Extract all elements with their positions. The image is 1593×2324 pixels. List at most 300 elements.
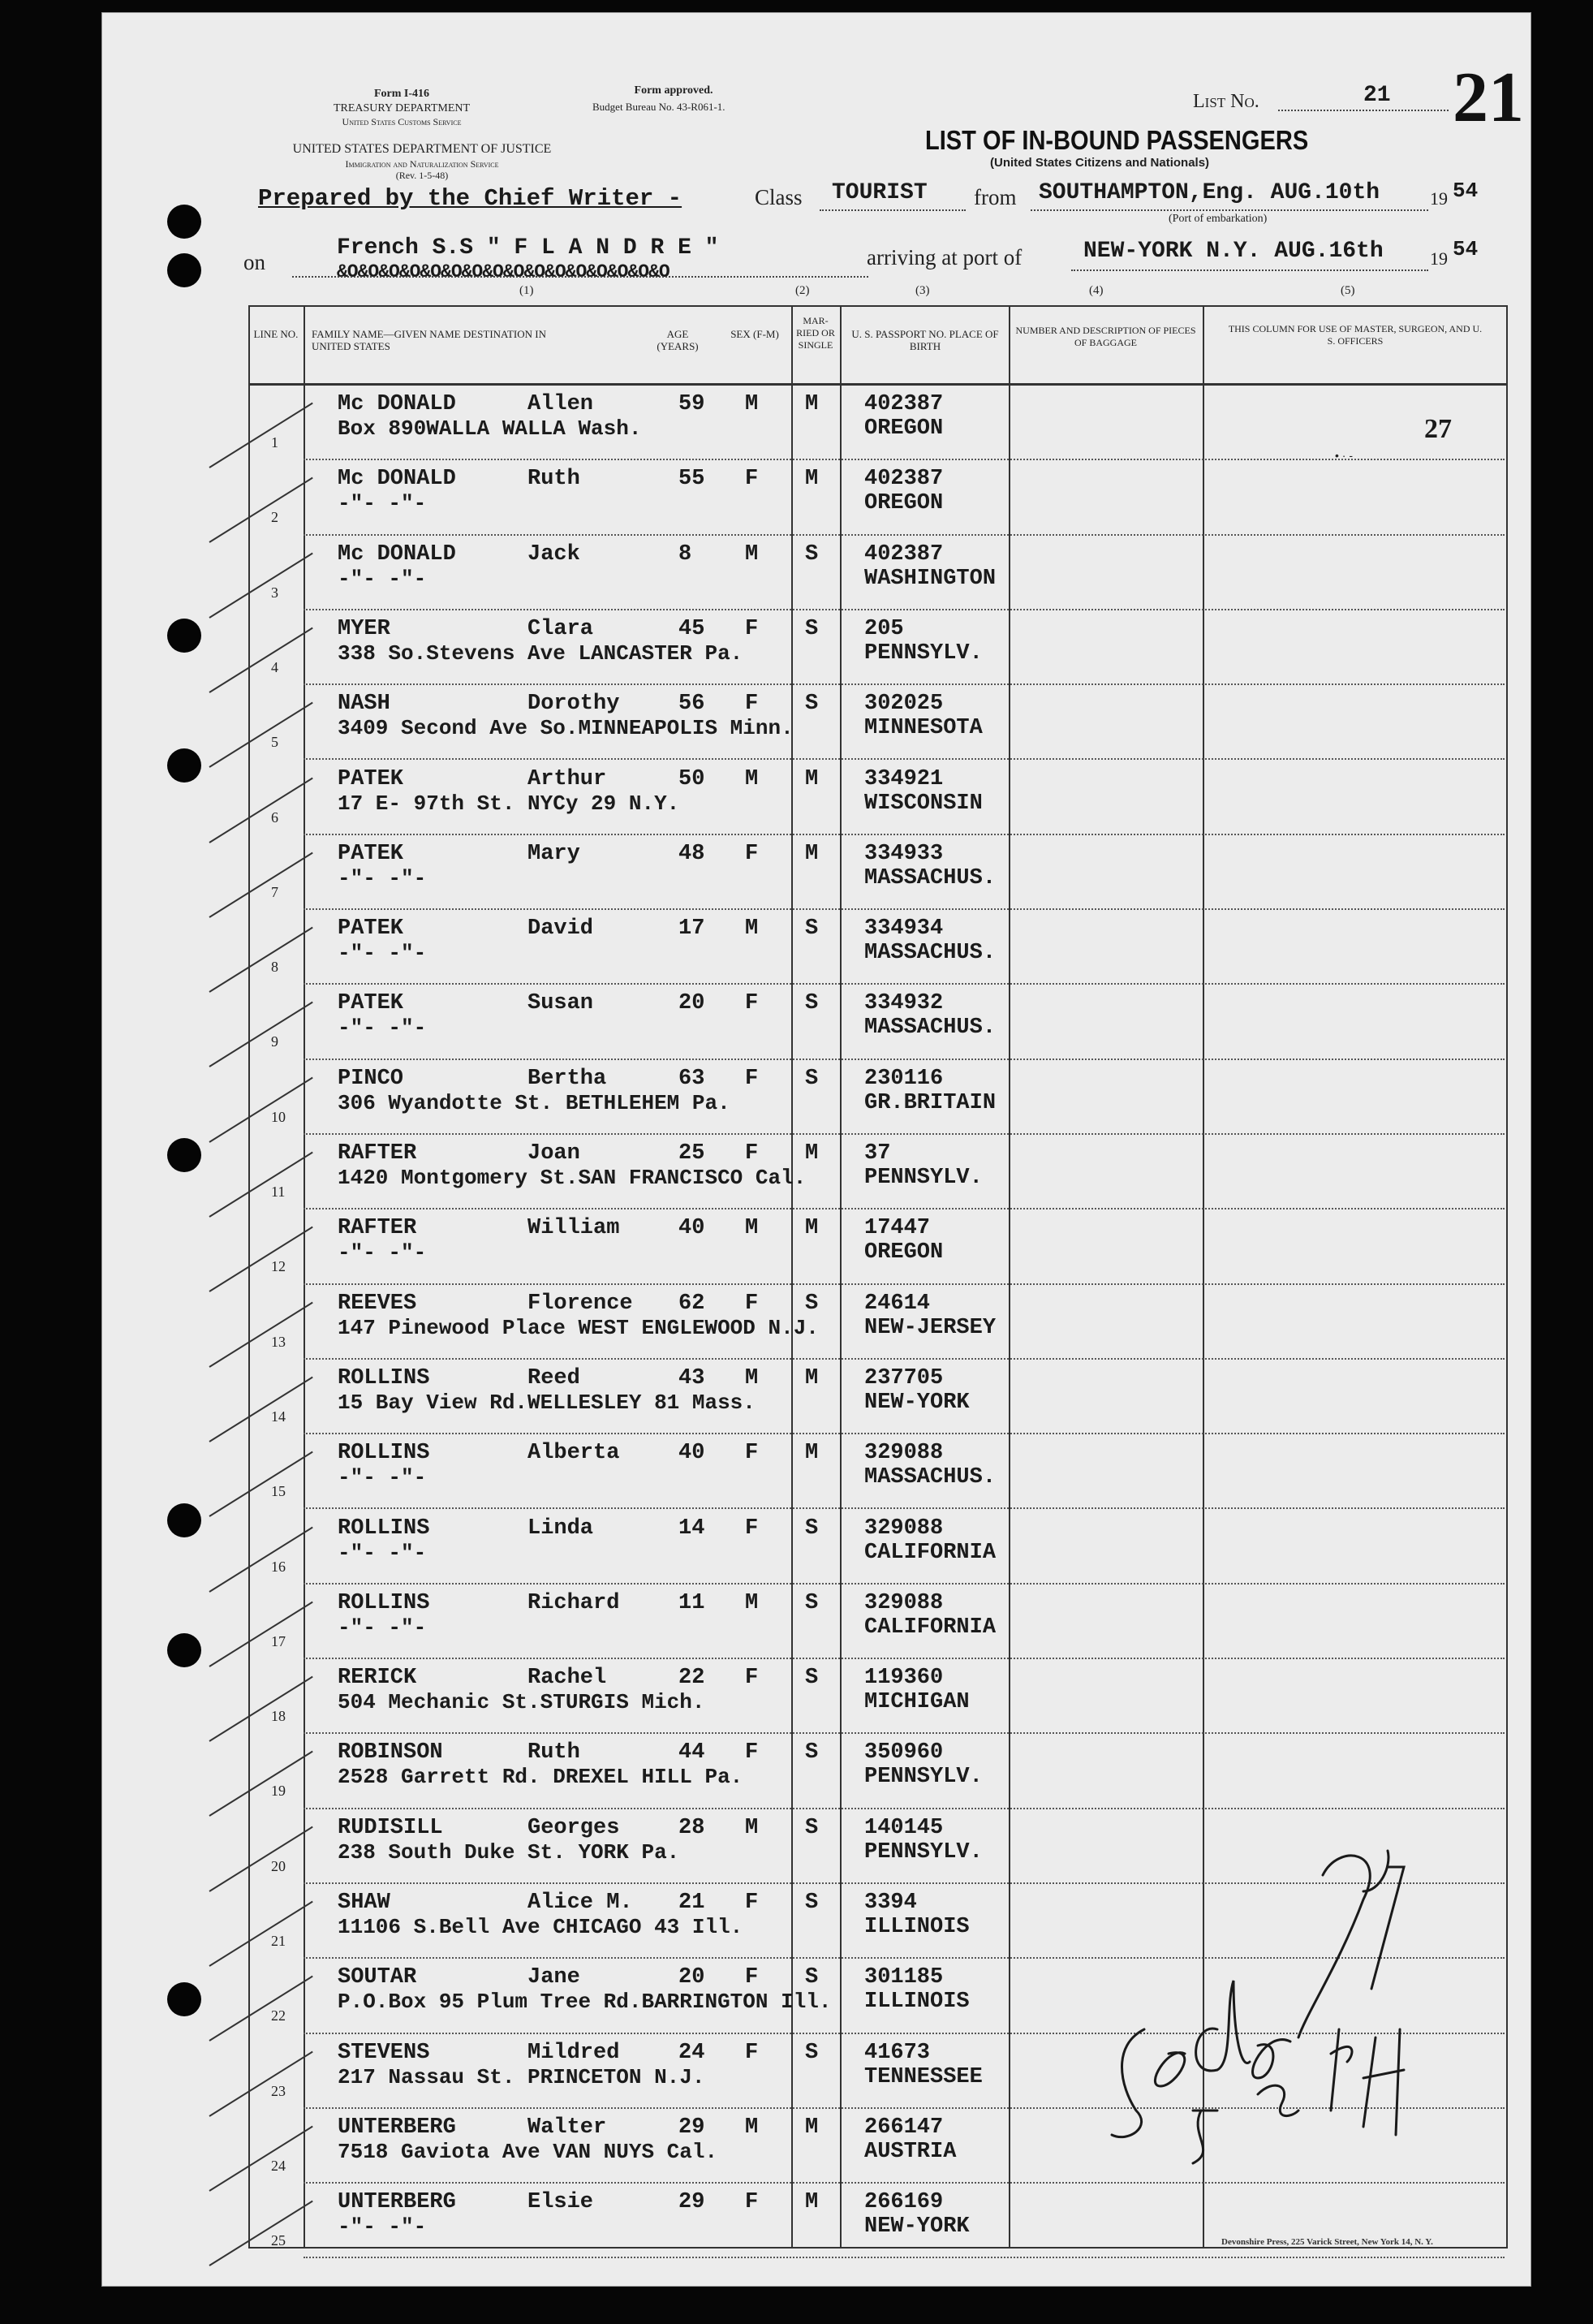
year-prefix-2: 19: [1430, 248, 1448, 269]
family-name: PATEK: [338, 766, 404, 791]
given-name: Alberta: [527, 1441, 620, 1466]
sex: F: [745, 616, 759, 641]
line-number: 9: [271, 1033, 278, 1050]
marital-status: M: [805, 1216, 819, 1241]
from-value: SOUTHAMPTON,Eng. AUG.10th: [1039, 180, 1380, 205]
destination: 15 Bay View Rd.WELLESLEY 81 Mass.: [338, 1390, 756, 1415]
family-name: RERICK: [338, 1666, 417, 1691]
table-row: [0, 761, 1593, 835]
passport-number: 402387: [864, 467, 944, 492]
family-name: STEVENS: [338, 2040, 430, 2065]
table-row: [0, 910, 1593, 985]
age: 40: [678, 1441, 705, 1466]
sex: F: [745, 1666, 759, 1691]
given-name: Richard: [527, 1590, 620, 1615]
printer-footer: Devonshire Press, 225 Varick Street, New York 14, N. Y.: [1221, 2237, 1433, 2247]
row-separator: [304, 2257, 1505, 2259]
table-row: [0, 2184, 1593, 2258]
line-number: 17: [271, 1632, 286, 1649]
age: 21: [678, 1891, 705, 1915]
col-header-officers: THIS COLUMN FOR USE OF MASTER, SURGEON, AND U. S. OFFICERS: [1228, 323, 1483, 347]
col-header-sex: SEX (F-M): [730, 328, 779, 340]
sex: F: [745, 1066, 759, 1091]
passport-number: 119360: [864, 1666, 944, 1691]
destination: -"- -"-: [338, 2214, 427, 2240]
destination: -"- -"-: [338, 1540, 427, 1565]
destination: 306 Wyandotte St. BETHLEHEM Pa.: [338, 1090, 730, 1115]
marital-status: S: [805, 541, 819, 567]
passport-number: 230116: [864, 1066, 944, 1091]
line-number: 11: [271, 1184, 286, 1200]
sex: M: [745, 541, 759, 567]
place-of-birth: GR.BRITAIN: [864, 1090, 997, 1115]
col-header-baggage: NUMBER AND DESCRIPTION OF PIECES OF BAGGAGE: [1015, 325, 1196, 348]
form-number: Form I-416: [373, 88, 430, 100]
place-of-birth: NEW-YORK: [864, 1390, 970, 1415]
passport-number: 37: [864, 1141, 891, 1166]
check-mark: [209, 927, 312, 993]
table-row: [0, 1659, 1593, 1734]
line-number: 12: [271, 1258, 286, 1275]
place-of-birth: ILLINOIS: [864, 1915, 970, 1939]
list-no-value: 21: [1363, 83, 1391, 108]
check-mark: [209, 1152, 312, 1218]
place-of-birth: NEW-YORK: [864, 2214, 970, 2240]
sex: M: [745, 1216, 759, 1241]
annotation-27: 27: [1424, 414, 1452, 444]
passport-number: 334933: [864, 841, 944, 866]
rev-label: (Rev. 1-5-48): [395, 170, 449, 181]
year-prefix-1: 19: [1430, 188, 1448, 209]
given-name: Elsie: [527, 2190, 594, 2215]
line-number: 16: [271, 1558, 286, 1575]
passport-number: 24614: [864, 1291, 931, 1316]
sex: F: [745, 1441, 759, 1466]
destination: 338 So.Stevens Ave LANCASTER Pa.: [338, 640, 743, 666]
age: 59: [678, 392, 705, 416]
marital-status: M: [805, 1441, 819, 1466]
given-name: Jack: [527, 541, 580, 567]
family-name: ROLLINS: [338, 1590, 430, 1615]
marital-status: S: [805, 2040, 819, 2065]
col-header-line: LINE NO.: [253, 328, 299, 340]
annotation-dots: • · -: [1335, 449, 1354, 462]
place-of-birth: TENNESSEE: [864, 2064, 983, 2089]
passport-number: 140145: [864, 1815, 944, 1840]
table-row: [0, 460, 1593, 535]
passport-number: 205: [864, 616, 904, 641]
family-name: PATEK: [338, 841, 404, 866]
family-name: UNTERBERG: [338, 2115, 456, 2140]
destination: -"- -"-: [338, 1240, 427, 1265]
place-of-birth: WASHINGTON: [864, 566, 997, 591]
destination: 3409 Second Ave So.MINNEAPOLIS Minn.: [338, 716, 794, 741]
line-number: 14: [271, 1408, 286, 1425]
handwritten-signature: [1096, 1843, 1518, 2175]
table-row: [0, 1285, 1593, 1360]
check-mark: [209, 1676, 312, 1742]
sex: M: [745, 2115, 759, 2140]
arriving-label: arriving at port of: [867, 245, 1023, 269]
check-mark: [209, 1076, 312, 1142]
sex: F: [745, 1141, 759, 1166]
marital-status: S: [805, 1740, 819, 1766]
line-number: 24: [271, 2157, 286, 2174]
col-num-3: (3): [915, 284, 930, 297]
line-number: 1: [271, 434, 278, 451]
sex: F: [745, 692, 759, 717]
ins-label: Immigration and Naturalization Service: [345, 158, 499, 170]
ship-name: French S.S " F L A N D R E ": [337, 235, 719, 261]
sex: F: [745, 1516, 759, 1541]
year-value-1: 54: [1453, 179, 1479, 203]
given-name: Dorothy: [527, 692, 620, 717]
destination: 11106 S.Bell Ave CHICAGO 43 Ill.: [338, 1915, 743, 1939]
destination: Box 890WALLA WALLA Wash.: [338, 416, 642, 441]
list-no-stamp: 21: [1453, 58, 1524, 137]
line-number: 20: [271, 1857, 286, 1874]
destination: -"- -"-: [338, 1615, 427, 1640]
family-name: ROLLINS: [338, 1365, 430, 1391]
sex: F: [745, 2040, 759, 2065]
marital-status: S: [805, 1291, 819, 1316]
place-of-birth: PENNSYLV.: [864, 640, 983, 666]
age: 50: [678, 766, 705, 791]
check-mark: [209, 1451, 312, 1517]
destination: 217 Nassau St. PRINCETON N.J.: [338, 2064, 705, 2089]
table-row: [0, 1360, 1593, 1434]
family-name: REEVES: [338, 1291, 417, 1316]
marital-status: S: [805, 916, 819, 942]
destination: 504 Mechanic St.STURGIS Mich.: [338, 1690, 705, 1715]
line-number: 18: [271, 1708, 286, 1725]
place-of-birth: CALIFORNIA: [864, 1615, 997, 1640]
family-name: PINCO: [338, 1066, 404, 1091]
sex: F: [745, 991, 759, 1016]
line-number: 21: [271, 1933, 286, 1949]
marital-status: M: [805, 1141, 819, 1166]
col-header-married: MAR- RIED OR SINGLE: [796, 315, 835, 351]
passport-number: 334932: [864, 991, 944, 1016]
check-mark: [209, 477, 312, 543]
family-name: RAFTER: [338, 1141, 417, 1166]
check-mark: [209, 1601, 312, 1666]
table-row: [0, 610, 1593, 685]
age: 55: [678, 467, 705, 492]
destination: -"- -"-: [338, 566, 427, 591]
sex: F: [745, 841, 759, 866]
destination: -"- -"-: [338, 1465, 427, 1490]
family-name: ROBINSON: [338, 1740, 443, 1766]
col-num-4: (4): [1089, 284, 1104, 297]
check-mark: [209, 403, 312, 468]
budget-bureau: Budget Bureau No. 43-R061-1.: [592, 101, 725, 113]
destination: 147 Pinewood Place WEST ENGLEWOOD N.J.: [338, 1315, 819, 1340]
given-name: Alice M.: [527, 1891, 633, 1915]
place-of-birth: PENNSYLV.: [864, 1839, 983, 1865]
table-row: [0, 386, 1593, 460]
age: 25: [678, 1141, 705, 1166]
marital-status: S: [805, 1516, 819, 1541]
col-header-age: AGE (YEARS): [657, 328, 699, 352]
col-num-5: (5): [1341, 284, 1355, 297]
place-of-birth: OREGON: [864, 491, 944, 516]
marital-status: M: [805, 467, 819, 492]
check-mark: [209, 2126, 312, 2192]
place-of-birth: MASSACHUS.: [864, 1465, 997, 1490]
table-row: [0, 985, 1593, 1059]
given-name: Ruth: [527, 1740, 580, 1766]
sex: F: [745, 467, 759, 492]
punch-hole: [167, 205, 201, 239]
passport-number: 302025: [864, 692, 944, 717]
marital-status: S: [805, 616, 819, 641]
given-name: Linda: [527, 1516, 594, 1541]
place-of-birth: OREGON: [864, 1240, 944, 1265]
sex: F: [745, 1291, 759, 1316]
marital-status: S: [805, 991, 819, 1016]
sex: M: [745, 1365, 759, 1391]
check-mark: [209, 1751, 312, 1817]
line-number: 4: [271, 658, 278, 675]
age: 28: [678, 1815, 705, 1840]
check-mark: [209, 1826, 312, 1891]
check-mark: [209, 2201, 312, 2266]
marital-status: S: [805, 1066, 819, 1091]
table-row: [0, 1434, 1593, 1509]
line-number: 3: [271, 584, 278, 601]
table-row: [0, 1209, 1593, 1284]
table-row: [0, 1585, 1593, 1659]
line-number: 13: [271, 1333, 286, 1350]
passport-number: 334921: [864, 766, 944, 791]
age: 48: [678, 841, 705, 866]
given-name: Mary: [527, 841, 580, 866]
col-num-1: (1): [519, 284, 534, 297]
col-header-passport: U. S. PASSPORT NO. PLACE OF BIRTH: [851, 328, 999, 352]
family-name: Mc DONALD: [338, 392, 456, 416]
line-number: 7: [271, 883, 278, 900]
place-of-birth: WISCONSIN: [864, 791, 983, 816]
age: 22: [678, 1666, 705, 1691]
arrival-value: NEW-YORK N.Y. AUG.16th: [1083, 239, 1384, 264]
passport-number: 350960: [864, 1740, 944, 1766]
marital-status: S: [805, 692, 819, 717]
sex: M: [745, 766, 759, 791]
class-value: TOURIST: [832, 180, 928, 205]
family-name: PATEK: [338, 991, 404, 1016]
sex: F: [745, 1965, 759, 1990]
ship-underline: &O&O&O&O&O&O&O&O&O&O&O&O&O&O&O&O: [337, 261, 669, 282]
line-number: 8: [271, 959, 278, 976]
given-name: Arthur: [527, 766, 607, 791]
given-name: Jane: [527, 1965, 580, 1990]
family-name: ROLLINS: [338, 1516, 430, 1541]
given-name: David: [527, 916, 594, 942]
age: 40: [678, 1216, 705, 1241]
family-name: PATEK: [338, 916, 404, 942]
passport-number: 301185: [864, 1965, 944, 1990]
age: 29: [678, 2190, 705, 2215]
page-title: LIST OF IN-BOUND PASSENGERS: [925, 125, 1309, 155]
destination: -"- -"-: [338, 491, 427, 516]
check-mark: [209, 777, 312, 843]
line-number: 23: [271, 2082, 286, 2099]
passport-number: 266147: [864, 2115, 944, 2140]
family-name: SOUTAR: [338, 1965, 417, 1990]
check-mark: [209, 1976, 312, 2042]
family-name: MYER: [338, 616, 390, 641]
place-of-birth: ILLINOIS: [864, 1990, 970, 2015]
passport-number: 3394: [864, 1891, 917, 1915]
place-of-birth: MICHIGAN: [864, 1690, 970, 1715]
passport-number: 402387: [864, 392, 944, 416]
check-mark: [209, 552, 312, 618]
line-number: 2: [271, 509, 278, 526]
marital-status: S: [805, 1590, 819, 1615]
family-name: NASH: [338, 692, 390, 717]
from-label: from: [974, 185, 1017, 209]
check-mark: [209, 1227, 312, 1292]
sex: F: [745, 1891, 759, 1915]
passport-number: 41673: [864, 2040, 931, 2065]
family-name: SHAW: [338, 1891, 390, 1915]
age: 11: [678, 1590, 705, 1615]
age: 43: [678, 1365, 705, 1391]
doj-label: UNITED STATES DEPARTMENT OF JUSTICE: [292, 142, 552, 156]
table-row: [0, 1060, 1593, 1135]
family-name: RAFTER: [338, 1216, 417, 1241]
place-of-birth: PENNSYLV.: [864, 1166, 983, 1190]
given-name: Rachel: [527, 1666, 607, 1691]
given-name: Florence: [527, 1291, 633, 1316]
line-number: 10: [271, 1108, 286, 1125]
given-name: Susan: [527, 991, 594, 1016]
line-number: 19: [271, 1783, 286, 1800]
family-name: RUDISILL: [338, 1815, 443, 1840]
destination: -"- -"-: [338, 865, 427, 890]
age: 20: [678, 991, 705, 1016]
table-row: [0, 835, 1593, 910]
age: 62: [678, 1291, 705, 1316]
line-number: 6: [271, 808, 278, 826]
passport-number: 329088: [864, 1590, 944, 1615]
given-name: William: [527, 1216, 620, 1241]
place-of-birth: CALIFORNIA: [864, 1540, 997, 1565]
age: 24: [678, 2040, 705, 2065]
family-name: Mc DONALD: [338, 467, 456, 492]
passport-number: 237705: [864, 1365, 944, 1391]
age: 44: [678, 1740, 705, 1766]
destination: 1420 Montgomery St.SAN FRANCISCO Cal.: [338, 1166, 807, 1190]
destination: 238 South Duke St. YORK Pa.: [338, 1839, 680, 1865]
marital-status: S: [805, 1815, 819, 1840]
year-value-2: 54: [1453, 237, 1479, 261]
age: 45: [678, 616, 705, 641]
form-approved: Form approved.: [634, 84, 713, 97]
sex: M: [745, 916, 759, 942]
passport-number: 17447: [864, 1216, 931, 1241]
sex: M: [745, 392, 759, 416]
age: 20: [678, 1965, 705, 1990]
marital-status: M: [805, 392, 819, 416]
treasury-dept: TREASURY DEPARTMENT: [333, 102, 471, 114]
line-number: 25: [271, 2232, 286, 2249]
marital-status: M: [805, 766, 819, 791]
place-of-birth: MASSACHUS.: [864, 941, 997, 966]
place-of-birth: OREGON: [864, 416, 944, 441]
given-name: Ruth: [527, 467, 580, 492]
customs-service: United States Customs Service: [342, 116, 462, 127]
line-number: 22: [271, 2007, 286, 2024]
table-row: [0, 1135, 1593, 1209]
marital-status: M: [805, 2115, 819, 2140]
check-mark: [209, 1901, 312, 1967]
marital-status: S: [805, 1965, 819, 1990]
sex: M: [745, 1815, 759, 1840]
page-subtitle: (United States Citizens and Nationals): [990, 156, 1210, 170]
check-mark: [209, 1301, 312, 1367]
table-row: [0, 536, 1593, 610]
given-name: Mildred: [527, 2040, 620, 2065]
given-name: Joan: [527, 1141, 580, 1166]
col-num-2: (2): [795, 284, 810, 297]
punch-hole: [167, 253, 201, 287]
passport-number: 329088: [864, 1441, 944, 1466]
age: 8: [678, 541, 692, 567]
passport-number: 402387: [864, 541, 944, 567]
age: 14: [678, 1516, 705, 1541]
passport-number: 266169: [864, 2190, 944, 2215]
destination: 17 E- 97th St. NYCy 29 N.Y.: [338, 791, 680, 816]
passport-number: 329088: [864, 1516, 944, 1541]
check-mark: [209, 1377, 312, 1442]
sex: F: [745, 2190, 759, 2215]
place-of-birth: AUSTRIA: [864, 2139, 957, 2164]
family-name: UNTERBERG: [338, 2190, 456, 2215]
table-row: [0, 685, 1593, 760]
check-mark: [209, 702, 312, 768]
list-no-label: List No.: [1193, 91, 1259, 112]
marital-status: M: [805, 2190, 819, 2215]
age: 17: [678, 916, 705, 942]
given-name: Walter: [527, 2115, 607, 2140]
passport-number: 334934: [864, 916, 944, 942]
check-mark: [209, 1526, 312, 1592]
given-name: Bertha: [527, 1066, 607, 1091]
line-number: 15: [271, 1483, 286, 1500]
place-of-birth: NEW-JERSEY: [864, 1315, 997, 1340]
prepared-by: Prepared by the Chief Writer -: [258, 185, 682, 212]
given-name: Allen: [527, 392, 594, 416]
on-label: on: [243, 250, 265, 274]
class-label: Class: [755, 185, 803, 209]
destination: 7518 Gaviota Ave VAN NUYS Cal.: [338, 2139, 718, 2164]
given-name: Georges: [527, 1815, 620, 1840]
place-of-birth: MASSACHUS.: [864, 865, 997, 890]
marital-status: M: [805, 1365, 819, 1391]
marital-status: S: [805, 1666, 819, 1691]
check-mark: [209, 2050, 312, 2116]
line-number: 5: [271, 734, 278, 751]
check-mark: [209, 852, 312, 917]
marital-status: M: [805, 841, 819, 866]
age: 29: [678, 2115, 705, 2140]
check-mark: [209, 1002, 312, 1067]
destination: 2528 Garrett Rd. DREXEL HILL Pa.: [338, 1765, 743, 1790]
place-of-birth: MASSACHUS.: [864, 1015, 997, 1041]
place-of-birth: PENNSYLV.: [864, 1765, 983, 1790]
